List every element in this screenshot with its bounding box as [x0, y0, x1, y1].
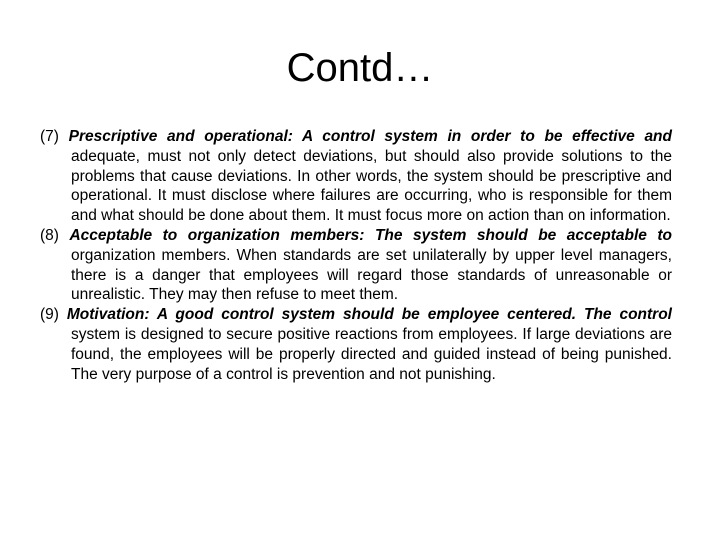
item-body: system is designed to secure positive reactions from employees. If large deviations are found, the employees will be properly directed and guided instead of being punished. The very purpose of a control is prevention and not punishing.	[71, 325, 672, 383]
list-item	[40, 127, 672, 226]
list-item	[40, 305, 672, 384]
item-body: adequate, must not only detect deviations, but should also provide solutions to the problems that cause deviations. In other words, the system should be prescriptive and operational. It must disclose where failures are occurring, who is responsible for them and what should be done about them. It must focus more on action than on information.	[71, 147, 672, 225]
item-body: organization members. When standards are set unilaterally by upper level managers, there is a danger that employees will regard those standards of unreasonable or unrealistic. They may then refuse to meet them.	[71, 246, 672, 304]
item-number: (8)	[40, 226, 59, 244]
slide-content	[40, 127, 672, 384]
item-lead: Prescriptive and operational: A control system in order to be effective and	[68, 128, 672, 145]
item-lead: Acceptable to organization members: The system should be acceptable to	[69, 226, 673, 244]
item-lead: Motivation: A good control system should be employee centered. The control	[66, 306, 672, 324]
slide-title: Contd…	[286, 46, 434, 90]
item-number: (7)	[40, 128, 59, 145]
item-number: (9)	[40, 306, 59, 324]
list-item	[40, 226, 672, 305]
